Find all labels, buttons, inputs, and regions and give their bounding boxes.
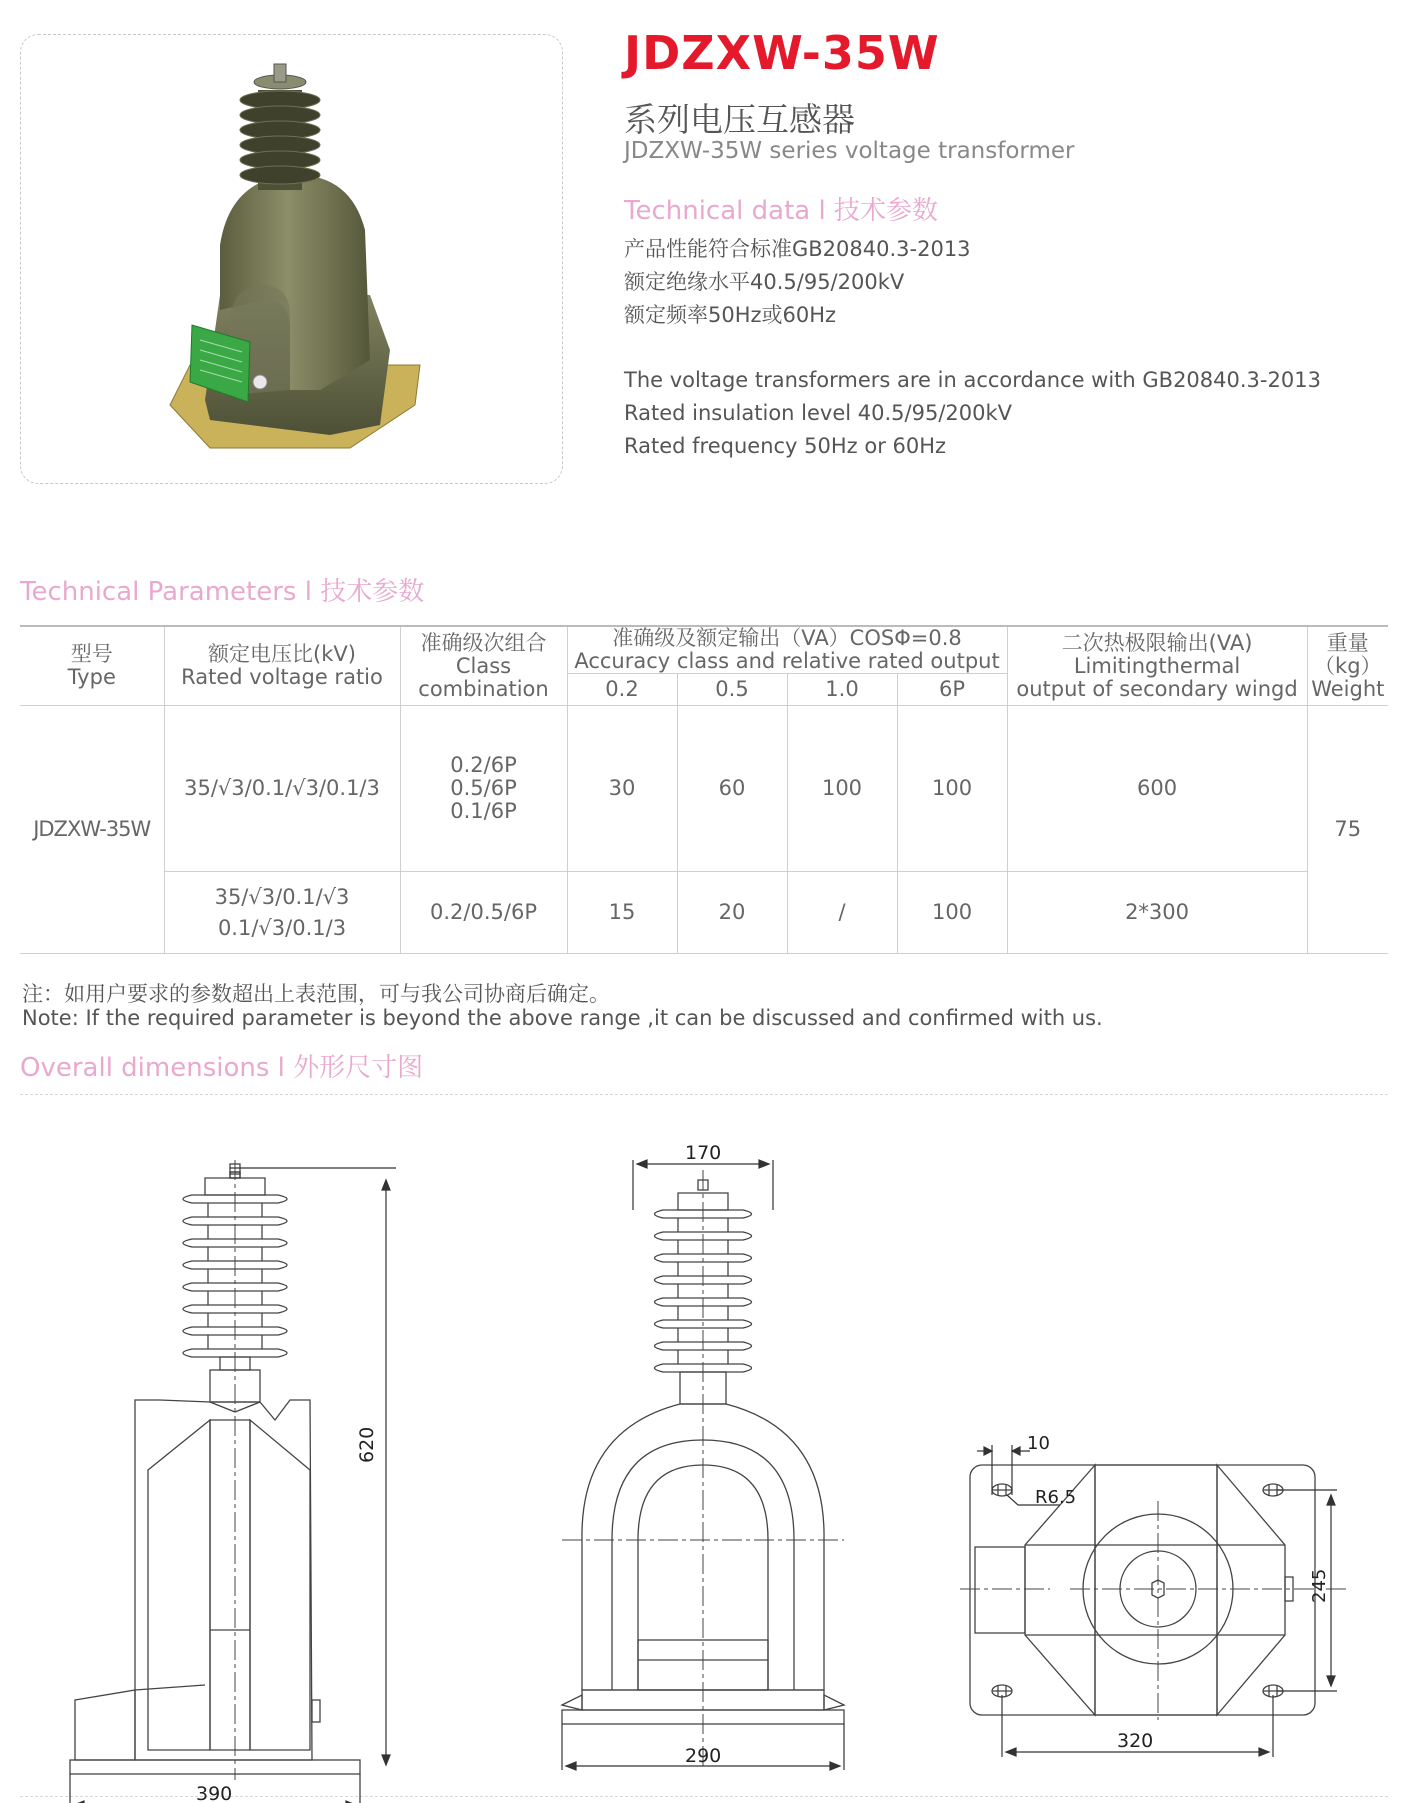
ratio-line: 0.1/√3/0.1/3 [217,915,347,940]
table-row [20,872,1388,954]
spec-line: 产品性能符合标准GB20840.3-2013 [624,237,971,261]
plan-edge-dim: 10 [1027,1433,1050,1454]
cell-output: / [787,872,897,954]
table-row [20,706,1388,872]
header-thermal-en: Limitingthermal [1073,653,1241,678]
cell-output: 30 [567,706,677,872]
header-output-cn: 准确级及额定输出（VA）COSΦ=0.8 [612,626,962,650]
table-header-row [20,626,1388,674]
cell-thermal: 600 [1007,706,1307,872]
cell-class: 0.2/0.5/6P [400,872,567,954]
side-width-dim: 290 [685,1745,722,1767]
class-line: 0.5/6P [450,776,517,800]
header-weight-unit: （kg） [1314,653,1382,678]
plan-radius-dim: R6.5 [1035,1487,1077,1508]
header-class-cn: 准确级次组合 [420,630,547,655]
side-elevation-drawing [560,1130,860,1780]
front-height-dim: 620 [356,1426,378,1463]
header-thermal-en: output of secondary wingd [1016,676,1298,701]
spec-line: The voltage transformers are in accordance with GB20840.3-2013 [624,368,1321,392]
header-class-en: Class [455,653,512,678]
product-model-title: JDZXW-35W [624,26,940,80]
front-elevation-drawing [60,1160,480,1803]
header-weight-en: Weight [1311,676,1385,701]
cell-ratio [164,872,400,954]
cell-output: 20 [677,872,787,954]
header-output [567,626,1007,674]
header-thermal-cn: 二次热极限输出(VA) [1061,630,1253,655]
header-type [20,626,164,706]
ratio-line: 35/√3/0.1/√3 [214,884,350,909]
technical-data-en [624,364,1321,463]
class-line: 0.2/6P [450,753,517,777]
cell-thermal: 2*300 [1007,872,1307,954]
spec-line: Rated insulation level 40.5/95/200kV [624,401,1013,425]
cell-output: 60 [677,706,787,872]
class-line: 0.1/6P [450,799,517,823]
subheader-cell: 0.2 [567,674,677,706]
cell-output: 100 [897,706,1007,872]
spec-line: Rated frequency 50Hz or 60Hz [624,434,947,458]
header-ratio [164,626,400,706]
cell-output: 100 [897,872,1007,954]
section-divider [20,1094,1388,1095]
plan-view-drawing [955,1425,1355,1765]
header-type-en: Type [67,665,116,689]
header-output-en: Accuracy class and relative rated output [574,649,1000,673]
header-class-en: combination [418,676,549,701]
subheader-cell: 6P [897,674,1007,706]
cell-model: JDZXW-35W [20,706,164,954]
front-width-dim: 390 [196,1783,233,1803]
note-cn: 注：如用户要求的参数超出上表范围，可与我公司协商后确定。 [22,982,610,1006]
header-weight-cn: 重量 [1326,630,1369,655]
header-ratio-cn: 额定电压比(kV) [208,642,356,666]
plan-span-dim: 320 [1117,1730,1154,1752]
spec-line: 额定频率50Hz或60Hz [624,303,837,327]
cell-class [400,706,567,872]
side-top-dim: 170 [685,1142,722,1164]
header-class [400,626,567,706]
cell-output: 100 [787,706,897,872]
parameters-table [20,625,1388,954]
plan-depth-dim: 245 [1309,1568,1330,1603]
technical-parameters-heading: Technical Parameters l 技术参数 [20,577,425,607]
cell-weight: 75 [1307,706,1388,954]
header-type-cn: 型号 [70,642,113,666]
technical-data-cn [624,233,971,332]
subheader-cell: 1.0 [787,674,897,706]
overall-dimensions-heading: Overall dimensions l 外形尺寸图 [20,1053,424,1083]
product-photo [150,60,450,460]
cell-output: 15 [567,872,677,954]
header-weight [1307,626,1388,706]
subheader-cell: 0.5 [677,674,787,706]
cell-ratio: 35/√3/0.1/√3/0.1/3 [164,706,400,872]
spec-line: 额定绝缘水平40.5/95/200kV [624,270,905,294]
product-title-en: JDZXW-35W series voltage transformer [624,138,1075,164]
header-ratio-en: Rated voltage ratio [181,665,383,689]
technical-data-heading: Technical data l 技术参数 [624,196,938,226]
note-en: Note: If the required parameter is beyond the above range ,it can be discussed and confirmed with us. [22,1006,1103,1030]
product-title-cn: 系列电压互感器 [624,100,855,139]
header-thermal [1007,626,1307,706]
